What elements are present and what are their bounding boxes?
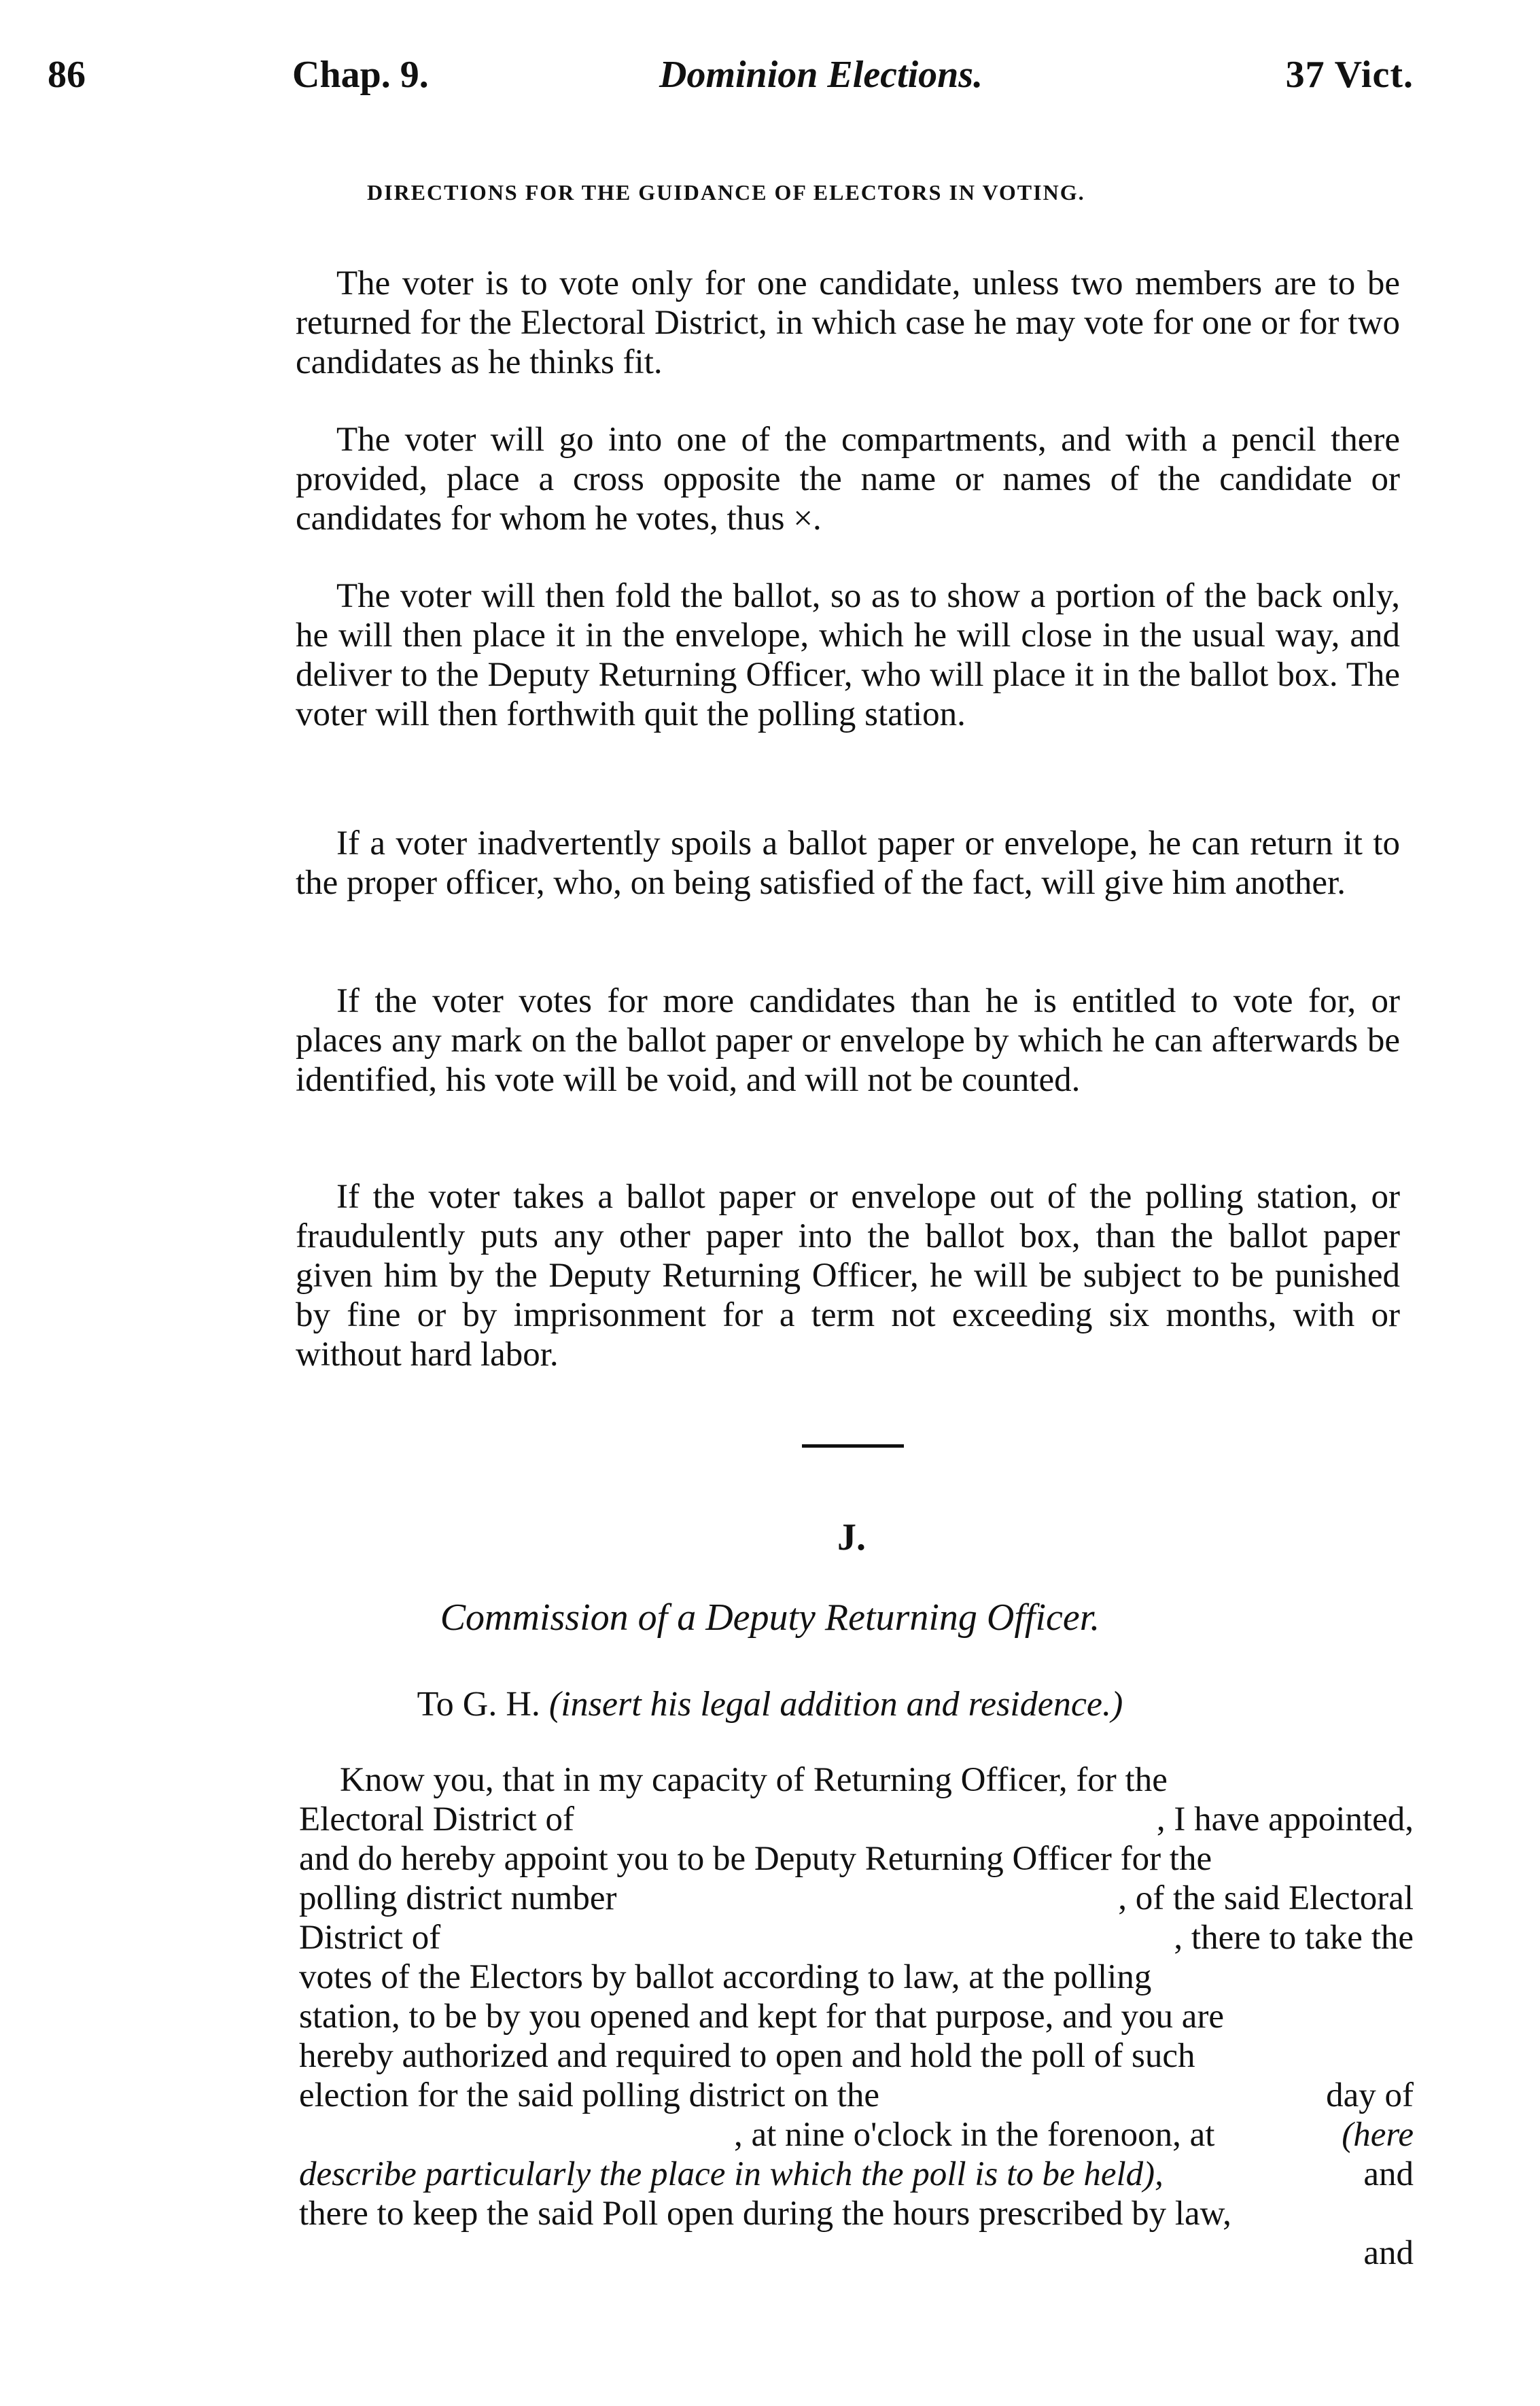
form-line [299, 2194, 1414, 2233]
form-text: hereby authorized and required to open and hold the poll of such [299, 2037, 1195, 2075]
directions-paragraph: If the voter takes a ballot paper or envelope out of the polling station, or fraudulently puts any other paper into the ballot box, than the ballot paper given him by the Deputy Returning Officer, he will be subject to be punished by fine or by imprisonment for a term not exceeding six months, with or without hard labor. [296, 1178, 1400, 1374]
form-text: day of [1326, 2076, 1414, 2114]
form-text: and do hereby appoint you to be Deputy Returning Officer for the [299, 1840, 1212, 1878]
form-text: election for the said polling district on the [299, 2076, 880, 2114]
regnal-year: 37 Vict. [1285, 54, 1414, 96]
form-text: station, to be by you opened and kept for that purpose, and you are [299, 1998, 1225, 2036]
form-line [299, 2036, 1414, 2076]
directions-paragraph: If a voter inadvertently spoils a ballot paper or envelope, he can return it to the proper officer, who, on being satisfied of the fact, will give him another. [296, 824, 1400, 902]
form-line [299, 1918, 1414, 1957]
form-text: , of the said Electoral [1118, 1879, 1414, 1917]
form-text: Electoral District of [299, 1800, 575, 1838]
addressee-instruction: (insert his legal addition and residence.) [548, 1685, 1123, 1724]
commission-title: Commission of a Deputy Returning Officer. [440, 1597, 1100, 1639]
form-text: describe particularly the place in which the poll is to be held), [299, 2155, 1163, 2193]
addressee-line [0, 1684, 1540, 1724]
form-text: , at nine o'clock in the forenoon, at [734, 2116, 1215, 2154]
directions-paragraph: If the voter votes for more candidates than he is entitled to vote for, or places any mark on the ballot paper or envelope by which he can afterwards be identified, his vote will be void, and will not be counted. [296, 982, 1400, 1099]
running-header [48, 53, 1414, 114]
directions-heading: DIRECTIONS FOR THE GUIDANCE OF ELECTORS IN VOTING. [367, 180, 1085, 205]
form-text: , there to take the [1174, 1919, 1414, 1957]
directions-paragraph: The voter is to vote only for one candidate, unless two members are to be returned for the Electoral District, in which case he may vote for one or for two candidates as he thinks fit. [296, 264, 1400, 381]
form-text: there to keep the said Poll open during the hours prescribed by law, [299, 2195, 1231, 2233]
form-line [340, 1760, 1414, 1800]
form-line [299, 2076, 1414, 2115]
form-text: District of [299, 1919, 441, 1957]
form-line [299, 2155, 1414, 2194]
form-text: polling district number [299, 1879, 617, 1917]
directions-paragraph: The voter will go into one of the compartments, and with a pencil there provided, place a cross opposite the name or names of the candidate or candidates for whom he votes, thus ×. [296, 421, 1400, 538]
chapter-label: Chap. 9. [292, 54, 429, 96]
form-line [299, 1839, 1414, 1879]
form-text: votes of the Electors by ballot according to law, at the polling [299, 1958, 1152, 1996]
section-divider [802, 1444, 904, 1448]
schedule-letter: J. [837, 1516, 866, 1558]
form-line [299, 1957, 1414, 1997]
directions-paragraph: The voter will then fold the ballot, so as to show a portion of the back only, he will then place it in the envelope, which he will close in the usual way, and deliver to the Deputy Returning Officer, who will place it in the ballot box. The voter will then forthwith quit the polling station. [296, 577, 1400, 733]
form-line [299, 1800, 1414, 1839]
form-text: and [1363, 2234, 1414, 2272]
form-text: and [1363, 2155, 1414, 2193]
running-title: Dominion Elections. [659, 54, 983, 96]
addressee-name: To G. H. [417, 1685, 540, 1724]
form-text: , I have appointed, [1156, 1800, 1414, 1838]
form-line [299, 1879, 1414, 1918]
form-text: Know you, that in my capacity of Returning Officer, for the [340, 1761, 1168, 1799]
form-line [299, 1997, 1414, 2036]
page-number: 86 [48, 54, 86, 96]
form-text: (here [1342, 2116, 1414, 2154]
